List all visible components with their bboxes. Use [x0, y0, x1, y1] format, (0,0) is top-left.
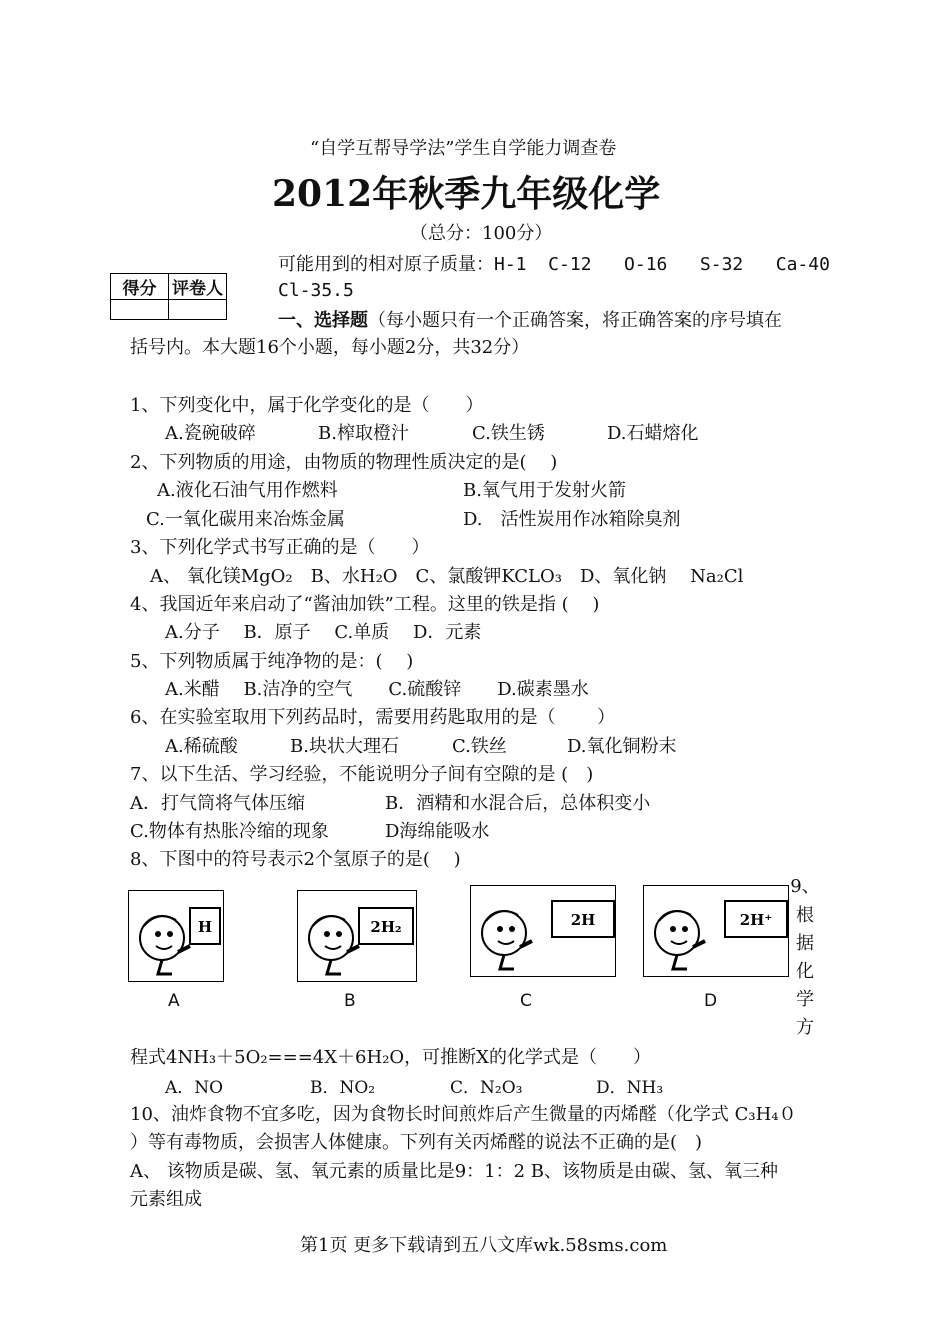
q7-option-c: C.物体有热胀冷缩的现象 — [130, 821, 329, 842]
q2-option-d: D. 活性炭用作冰箱除臭剂 — [463, 509, 681, 530]
q6-option-a: A.稀硫酸 — [165, 736, 238, 757]
q1-option-d: D.石蜡熔化 — [607, 423, 699, 444]
section1-heading: 一、选择题 — [278, 310, 368, 331]
q9-vertical-1: 根 — [796, 905, 814, 926]
atomic-mass-text: 可能用到的相对原子质量：H-1 C-12 O-16 S-32 Ca-40 — [278, 254, 830, 275]
q2-stem: 2、下列物质的用途，由物质的物理性质决定的是( ) — [130, 452, 558, 473]
q8-symbol-b: 2H₂ — [370, 918, 402, 936]
q7-option-a: A．打气筒将气体压缩 — [130, 793, 305, 814]
q6-option-c: C.铁丝 — [452, 736, 507, 757]
q10-line3: A、 该物质是碳、氢、氧元素的质量比是9：1：2 B、该物质是由碳、氢、氧三种 — [130, 1161, 779, 1182]
atomic-mass-line2: Cl-35.5 — [278, 280, 354, 301]
q8-label-c: C — [520, 991, 532, 1011]
q8-label-b: B — [344, 991, 356, 1011]
q1-option-a: A.瓷碗破碎 — [165, 423, 256, 444]
q8-label-d: D — [704, 991, 718, 1011]
q8-stem: 8、下图中的符号表示2个氢原子的是( ) — [130, 849, 461, 870]
q2-option-c: C.一氧化碳用来冶炼金属 — [146, 509, 345, 530]
q4-stem: 4、我国近年来启动了“酱油加铁”工程。这里的铁是指 ( ) — [130, 594, 600, 615]
q4-options: A.分子 B．原子 C.单质 D．元素 — [165, 622, 482, 643]
q8-symbol-c: 2H — [570, 911, 596, 929]
page-title: 2012年秋季九年级化学 — [272, 173, 661, 215]
q8-picture-c — [470, 885, 596, 977]
q7-stem: 7、以下生活、学习经验，不能说明分子间有空隙的是 ( ) — [130, 764, 594, 785]
q6-option-d: D.氧化铜粉末 — [567, 736, 677, 757]
q8-picture-a — [128, 890, 224, 982]
q8-symbol-a: H — [197, 918, 213, 936]
q2-option-a: A.液化石油气用作燃料 — [157, 480, 338, 501]
q8-picture-b — [297, 890, 402, 982]
q3-stem: 3、下列化学式书写正确的是（ ） — [130, 537, 430, 558]
q5-options: A.米醋 B.洁净的空气 C.硫酸锌 D.碳素墨水 — [165, 679, 589, 700]
q6-stem: 6、在实验室取用下列药品时，需要用药匙取用的是（ ） — [130, 707, 616, 728]
section1-instr2: 括号内。本大题16个小题，每小题2分，共32分） — [130, 337, 530, 358]
grader-cell[interactable] — [169, 300, 227, 320]
page-footer: 第1页 更多下载请到五八文库wk.58sms.com — [300, 1235, 668, 1256]
q1-option-b: B.榨取橙汁 — [318, 423, 409, 444]
section1-instr1: （每小题只有一个正确答案，将正确答案的序号填在 — [368, 310, 782, 331]
q10-line1: 10、油炸食物不宜多吃，因为食物长时间煎炸后产生微量的丙烯醛（化学式 C₃H₄０ — [130, 1104, 797, 1125]
q9-vertical-4: 学 — [796, 989, 814, 1010]
score-cell[interactable] — [111, 300, 169, 320]
q9-vertical-5: 方 — [796, 1017, 814, 1038]
total-score: （总分：100分） — [410, 223, 553, 244]
score-table — [110, 273, 227, 320]
q5-stem: 5、下列物质属于纯净物的是：( ) — [130, 651, 414, 672]
q9-vertical-3: 化 — [796, 961, 814, 982]
atomic-mass-line1 — [278, 250, 830, 276]
q1-stem: 1、下列变化中，属于化学变化的是（ ） — [130, 395, 484, 416]
q1-option-c: C.铁生锈 — [472, 423, 545, 444]
q9-vertical-0: 9、 — [790, 876, 820, 897]
q10-line4: 元素组成 — [130, 1189, 202, 1210]
q9-vertical-2: 据 — [796, 933, 814, 954]
q7-option-d: D海绵能吸水 — [385, 821, 490, 842]
exam-subtitle: “自学互帮导学法”学生自学能力调查卷 — [310, 138, 617, 159]
q8-label-a: A — [168, 991, 180, 1011]
q3-options: A、 氧化镁MgO₂ B、水H₂O C、氯酸钾KCLO₃ D、氧化钠 Na₂Cl — [150, 566, 744, 587]
q9-option-d: D．NH₃ — [596, 1078, 664, 1098]
q6-option-b: B.块状大理石 — [290, 736, 399, 757]
q10-line2: ）等有毒物质，会损害人体健康。下列有关丙烯醛的说法不正确的是( ) — [130, 1132, 703, 1153]
q9-option-b: B．NO₂ — [310, 1078, 376, 1098]
q8-picture-d — [643, 885, 773, 977]
q2-option-b: B.氧气用于发射火箭 — [463, 480, 626, 501]
q9-option-a: A．NO — [165, 1078, 224, 1098]
score-header: 得分 — [111, 274, 169, 300]
q8-symbol-d: 2H⁺ — [739, 911, 773, 929]
grader-header: 评卷人 — [169, 274, 227, 300]
q7-option-b: B．酒精和水混合后，总体积变小 — [385, 793, 651, 814]
section1-heading-line — [278, 306, 782, 332]
q9-option-c: C．N₂O₃ — [450, 1078, 523, 1098]
q9-stem: 程式4NH₃＋5O₂===4X＋6H₂O，可推断X的化学式是（ ） — [130, 1047, 651, 1068]
